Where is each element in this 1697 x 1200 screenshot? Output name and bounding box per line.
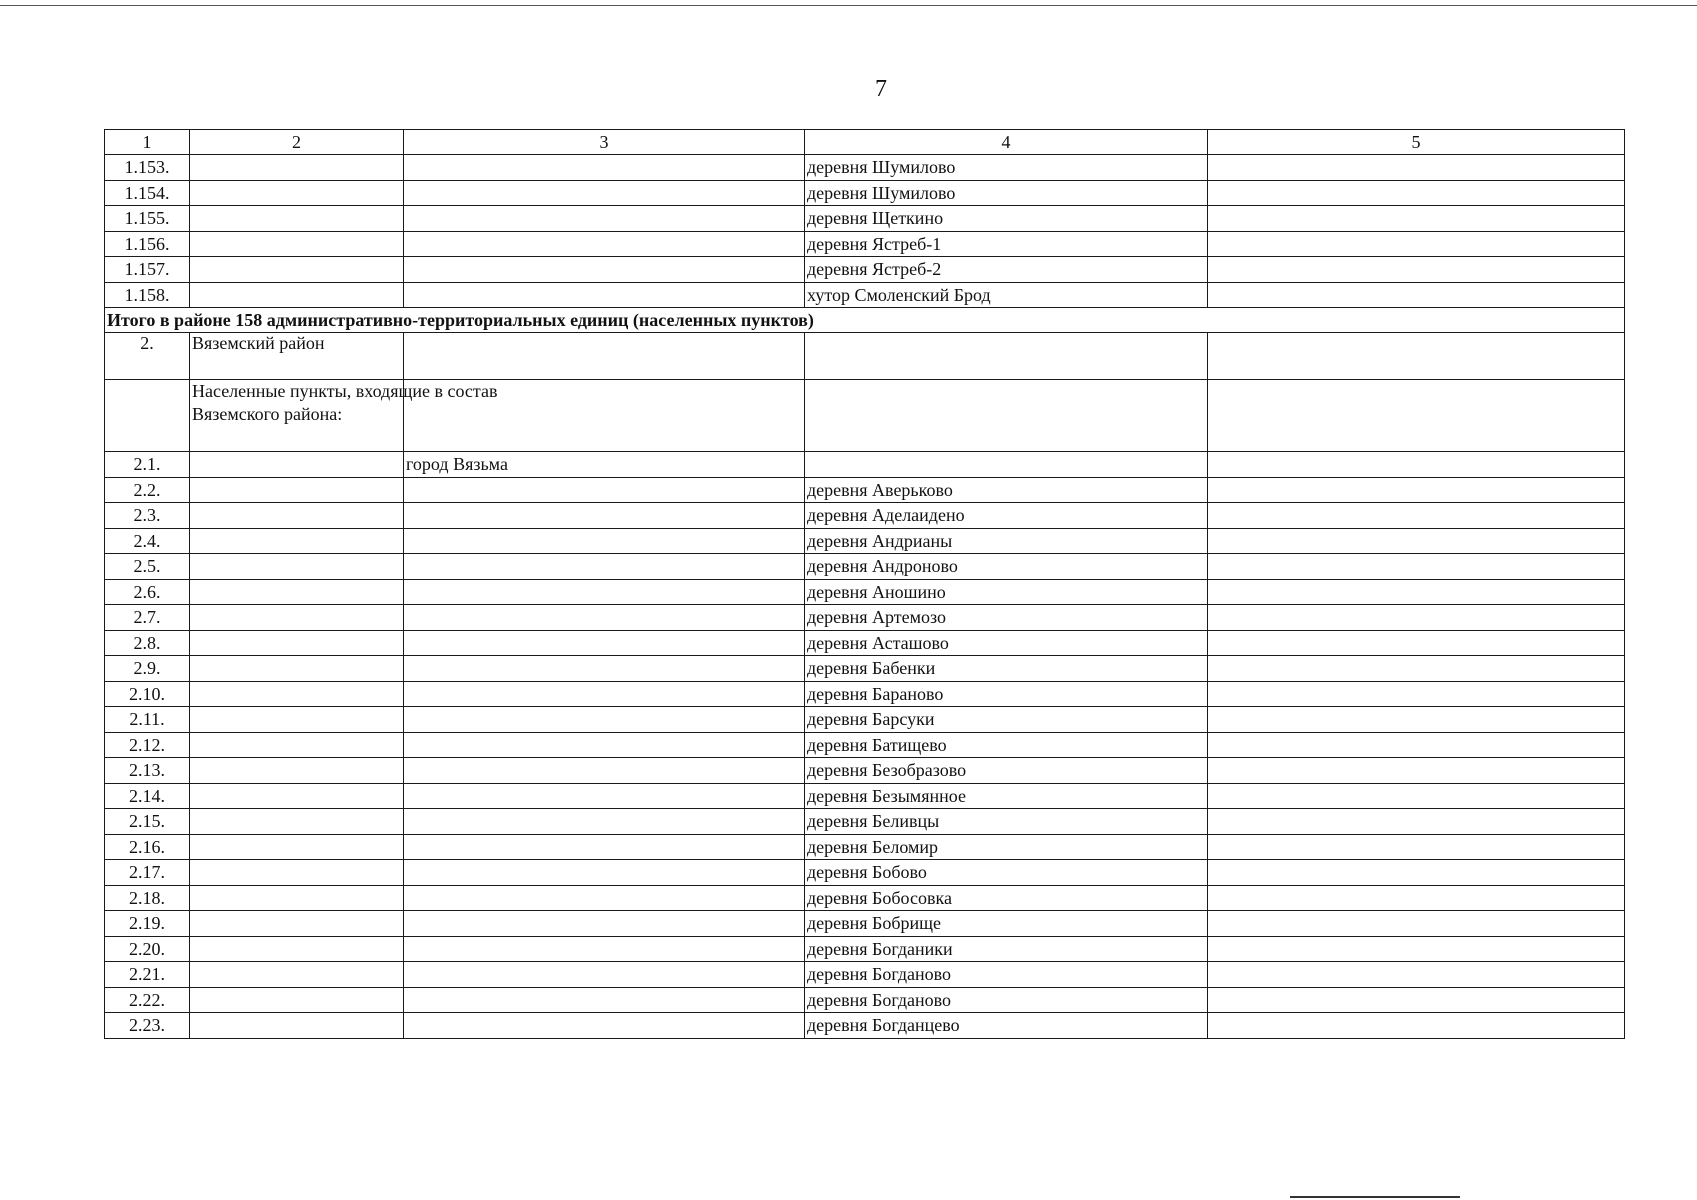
cell-empty <box>1208 1013 1625 1039</box>
table-row <box>105 809 1625 835</box>
table-row <box>105 885 1625 911</box>
cell-empty <box>404 987 805 1013</box>
cell-empty <box>190 656 404 682</box>
cell-empty <box>404 707 805 733</box>
district-row <box>105 333 1625 380</box>
localities-table <box>104 129 1625 1039</box>
table-row <box>105 180 1625 206</box>
table-row <box>105 503 1625 529</box>
locality-name: деревня Андрианы <box>805 528 1208 554</box>
cell-empty <box>404 758 805 784</box>
locality-name: деревня Безобразово <box>805 758 1208 784</box>
cell-empty <box>404 605 805 631</box>
cell-empty <box>190 477 404 503</box>
cell-empty <box>1208 579 1625 605</box>
subheading-line-1: Населенные пункты, <box>192 381 352 401</box>
locality-name: деревня Бабенки <box>805 656 1208 682</box>
locality-name: деревня Безымянное <box>805 783 1208 809</box>
table-row <box>105 936 1625 962</box>
locality-name: деревня Аделаидено <box>805 503 1208 529</box>
table-row <box>105 231 1625 257</box>
table-row <box>105 528 1625 554</box>
cell-empty <box>1208 503 1625 529</box>
cell-empty <box>190 1013 404 1039</box>
cell-empty <box>190 758 404 784</box>
cell-empty <box>1208 231 1625 257</box>
cell-empty <box>190 809 404 835</box>
page-number: 7 <box>875 76 887 102</box>
cell-empty <box>190 885 404 911</box>
table-row <box>105 155 1625 181</box>
table-row <box>105 962 1625 988</box>
cell-empty <box>404 809 805 835</box>
locality-name: деревня Аверьково <box>805 477 1208 503</box>
cell-empty <box>805 452 1208 478</box>
cell-empty <box>404 783 805 809</box>
table-row <box>105 860 1625 886</box>
cell-empty <box>805 333 1208 380</box>
locality-name: деревня Бараново <box>805 681 1208 707</box>
cell-empty <box>190 206 404 232</box>
cell-empty <box>105 380 190 452</box>
cell-empty <box>404 860 805 886</box>
cell-empty <box>404 885 805 911</box>
cell-empty <box>190 834 404 860</box>
cell-empty <box>1208 962 1625 988</box>
cell-empty <box>190 282 404 308</box>
locality-name: деревня Ястреб-1 <box>805 231 1208 257</box>
cell-empty <box>190 681 404 707</box>
cell-empty <box>190 987 404 1013</box>
cell-empty <box>190 860 404 886</box>
district-total-text: Итого в районе 158 административно-территориальных единиц (населенных пунктов) <box>105 308 1625 333</box>
row-number: 2.15. <box>105 809 190 835</box>
cell-empty <box>404 257 805 283</box>
locality-name: деревня Артемозо <box>805 605 1208 631</box>
cell-empty <box>190 452 404 478</box>
table-row <box>105 630 1625 656</box>
cell-empty <box>404 554 805 580</box>
cell-empty <box>1208 605 1625 631</box>
cell-empty <box>1208 206 1625 232</box>
cell-empty <box>404 834 805 860</box>
city-row <box>105 452 1625 478</box>
cell-empty <box>404 579 805 605</box>
cell-empty <box>1208 257 1625 283</box>
column-header-5: 5 <box>1208 130 1625 155</box>
table-row <box>105 206 1625 232</box>
locality-name: деревня Шумилово <box>805 155 1208 181</box>
row-number: 2.20. <box>105 936 190 962</box>
cell-empty <box>404 936 805 962</box>
row-number: 1.153. <box>105 155 190 181</box>
table-row <box>105 987 1625 1013</box>
row-number: 2.18. <box>105 885 190 911</box>
cell-empty <box>190 783 404 809</box>
row-number: 2.8. <box>105 630 190 656</box>
cell-empty <box>404 503 805 529</box>
table-row <box>105 656 1625 682</box>
row-number: 2.23. <box>105 1013 190 1039</box>
district-name: Вяземский район <box>190 333 404 380</box>
cell-empty <box>1208 452 1625 478</box>
table-row <box>105 834 1625 860</box>
cell-empty <box>190 503 404 529</box>
cell-empty <box>1208 528 1625 554</box>
cell-empty <box>404 1013 805 1039</box>
cell-empty <box>805 380 1208 452</box>
subheading-line-3: Вяземского района: <box>192 404 343 424</box>
locality-name: деревня Богданики <box>805 936 1208 962</box>
row-number: 1.155. <box>105 206 190 232</box>
district-total-row <box>105 308 1625 333</box>
locality-name: деревня Беливцы <box>805 809 1208 835</box>
cell-empty <box>190 605 404 631</box>
locality-name: деревня Андроново <box>805 554 1208 580</box>
cell-empty <box>404 206 805 232</box>
subheading-line-2: входящие в состав <box>355 381 498 401</box>
locality-name: деревня Шумилово <box>805 180 1208 206</box>
cell-empty <box>190 257 404 283</box>
column-header-1: 1 <box>105 130 190 155</box>
district-subheading <box>190 380 498 452</box>
row-number: 1.154. <box>105 180 190 206</box>
district-subheading-row <box>105 380 1625 452</box>
table-row <box>105 732 1625 758</box>
row-number: 2.9. <box>105 656 190 682</box>
cell-empty <box>190 630 404 656</box>
cell-empty <box>1208 860 1625 886</box>
locality-name: деревня Богданцево <box>805 1013 1208 1039</box>
row-number: 2.4. <box>105 528 190 554</box>
locality-name: деревня Асташово <box>805 630 1208 656</box>
cell-empty <box>1208 758 1625 784</box>
cell-empty <box>190 155 404 181</box>
cell-empty <box>1208 809 1625 835</box>
cell-empty <box>1208 936 1625 962</box>
row-number: 2.2. <box>105 477 190 503</box>
cell-empty <box>404 180 805 206</box>
cell-empty <box>190 579 404 605</box>
cell-empty <box>404 911 805 937</box>
cell-empty <box>1208 380 1625 452</box>
cell-empty <box>404 231 805 257</box>
cell-empty <box>404 656 805 682</box>
row-number: 2.5. <box>105 554 190 580</box>
table-row <box>105 477 1625 503</box>
cell-empty <box>1208 834 1625 860</box>
row-number: 2.6. <box>105 579 190 605</box>
cell-empty <box>404 282 805 308</box>
row-number: 2.22. <box>105 987 190 1013</box>
row-number: 2.13. <box>105 758 190 784</box>
cell-empty <box>1208 681 1625 707</box>
row-number: 2.19. <box>105 911 190 937</box>
top-rule <box>0 5 1697 6</box>
scan-mark <box>1290 1196 1460 1198</box>
city-name: город Вязьма <box>404 452 805 478</box>
cell-empty <box>404 528 805 554</box>
district-number: 2. <box>105 333 190 380</box>
locality-name: деревня Барсуки <box>805 707 1208 733</box>
cell-empty <box>1208 783 1625 809</box>
cell-empty <box>190 554 404 580</box>
cell-empty <box>404 732 805 758</box>
cell-empty <box>1208 732 1625 758</box>
table-row <box>105 1013 1625 1039</box>
row-number: 2.11. <box>105 707 190 733</box>
cell-empty <box>190 528 404 554</box>
cell-empty <box>1208 180 1625 206</box>
locality-name: хутор Смоленский Брод <box>805 282 1208 308</box>
cell-empty <box>1208 155 1625 181</box>
column-header-2: 2 <box>190 130 404 155</box>
cell-empty <box>1208 630 1625 656</box>
row-number: 1.157. <box>105 257 190 283</box>
table-row <box>105 257 1625 283</box>
cell-empty <box>1208 333 1625 380</box>
table-row <box>105 554 1625 580</box>
row-number: 2.12. <box>105 732 190 758</box>
locality-name: деревня Богданово <box>805 987 1208 1013</box>
cell-empty <box>1208 554 1625 580</box>
table-row <box>105 758 1625 784</box>
column-header-4: 4 <box>805 130 1208 155</box>
locality-name: деревня Беломир <box>805 834 1208 860</box>
column-header-3: 3 <box>404 130 805 155</box>
cell-empty <box>190 231 404 257</box>
table-row <box>105 282 1625 308</box>
row-number: 2.21. <box>105 962 190 988</box>
cell-empty <box>1208 885 1625 911</box>
locality-name: деревня Бобрище <box>805 911 1208 937</box>
locality-name: деревня Батищево <box>805 732 1208 758</box>
cell-empty <box>1208 911 1625 937</box>
table-row <box>105 707 1625 733</box>
cell-empty <box>404 333 805 380</box>
row-number: 1.156. <box>105 231 190 257</box>
cell-empty <box>190 936 404 962</box>
locality-name: деревня Щеткино <box>805 206 1208 232</box>
locality-name: деревня Бобосовка <box>805 885 1208 911</box>
cell-empty <box>404 630 805 656</box>
cell-empty <box>404 962 805 988</box>
cell-empty <box>404 681 805 707</box>
table-row <box>105 911 1625 937</box>
row-number: 2.7. <box>105 605 190 631</box>
table-row <box>105 605 1625 631</box>
row-number: 2.3. <box>105 503 190 529</box>
row-number: 2.1. <box>105 452 190 478</box>
cell-empty <box>190 732 404 758</box>
table-row <box>105 579 1625 605</box>
cell-empty <box>1208 282 1625 308</box>
cell-empty <box>404 155 805 181</box>
cell-empty <box>404 477 805 503</box>
cell-empty <box>1208 707 1625 733</box>
column-header-row <box>105 130 1625 155</box>
cell-empty <box>1208 477 1625 503</box>
row-number: 2.10. <box>105 681 190 707</box>
cell-empty <box>190 707 404 733</box>
row-number: 1.158. <box>105 282 190 308</box>
locality-name: деревня Богданово <box>805 962 1208 988</box>
cell-empty <box>1208 987 1625 1013</box>
locality-name: деревня Бобово <box>805 860 1208 886</box>
table-row <box>105 681 1625 707</box>
row-number: 2.17. <box>105 860 190 886</box>
cell-empty <box>190 180 404 206</box>
row-number: 2.14. <box>105 783 190 809</box>
locality-name: деревня Аношино <box>805 579 1208 605</box>
cell-empty <box>1208 656 1625 682</box>
cell-empty <box>190 911 404 937</box>
table-row <box>105 783 1625 809</box>
cell-empty <box>190 962 404 988</box>
row-number: 2.16. <box>105 834 190 860</box>
locality-name: деревня Ястреб-2 <box>805 257 1208 283</box>
